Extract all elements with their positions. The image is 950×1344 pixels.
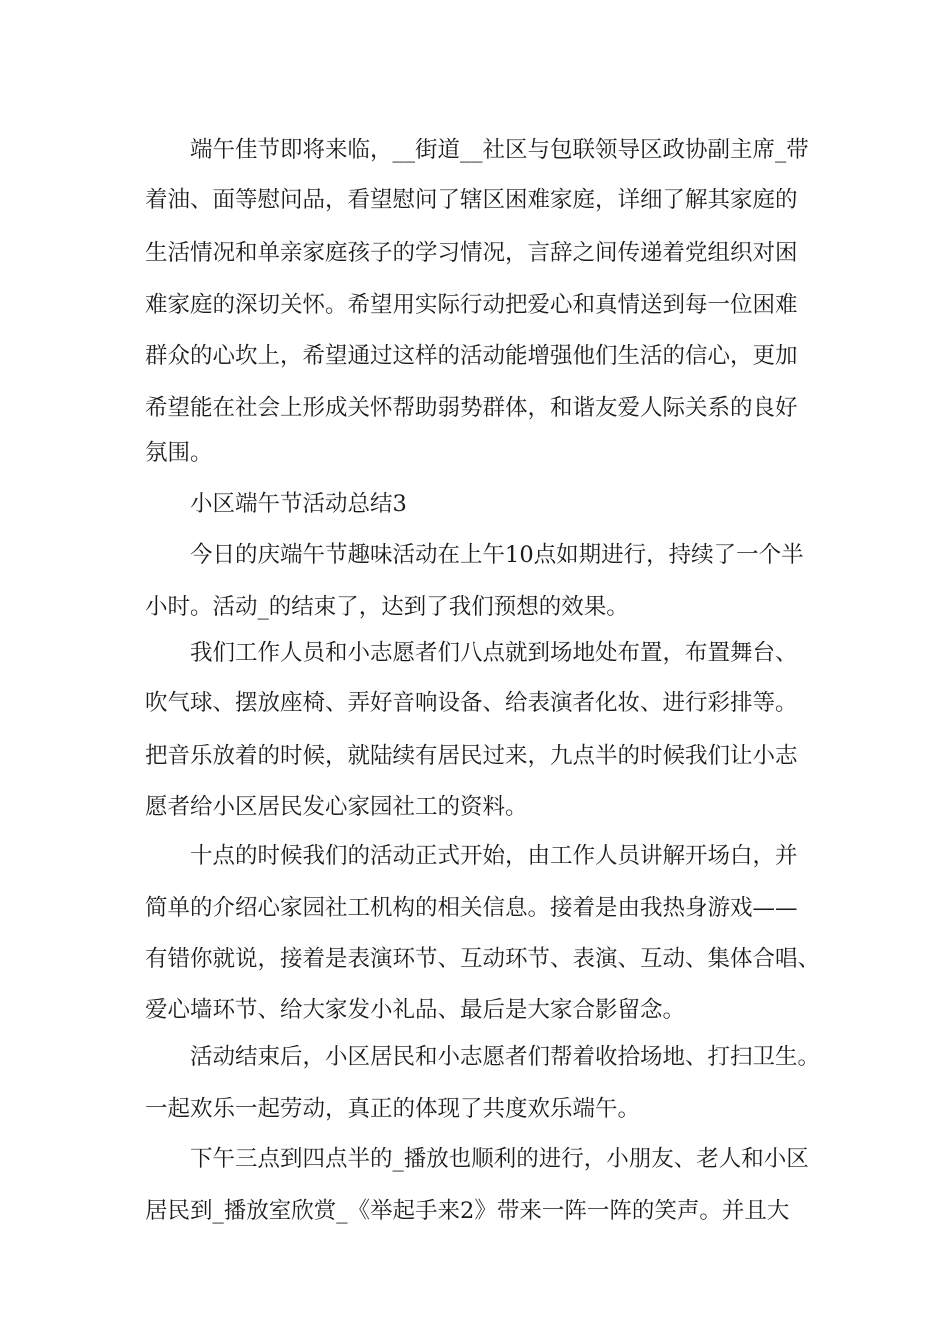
text-line: 十点的时候我们的活动正式开始，由工作人员讲解开场白，并 [190,843,798,869]
text-line: 端午佳节即将来临，__街道__社区与包联领导区政协副主席_带 [190,137,809,163]
text-line: 居民到_播放室欣赏_《举起手来2》带来一阵一阵的笑声。并且大 [145,1198,790,1224]
text-line: 生活情况和单亲家庭孩子的学习情况，言辞之间传递着党组织对困 [145,240,798,266]
text-line: 我们工作人员和小志愿者们八点就到场地处布置，布置舞台、 [190,640,798,666]
text-line: 着油、面等慰问品，看望慰问了辖区困难家庭，详细了解其家庭的 [145,187,798,213]
text-line: 下午三点到四点半的_播放也顺利的进行，小朋友、老人和小区 [190,1146,809,1172]
text-line: 小时。活动_的结束了，达到了我们预想的效果。 [145,594,629,620]
text-line: 简单的介绍心家园社工机构的相关信息。接着是由我热身游戏—— [145,895,798,921]
text-line: 难家庭的深切关怀。希望用实际行动把爱心和真情送到每一位困难 [145,292,798,318]
section-heading: 小区端午节活动总结3 [190,491,407,517]
text-line: 吹气球、摆放座椅、弄好音响设备、给表演者化妆、进行彩排等。 [145,690,798,716]
text-line: 活动结束后，小区居民和小志愿者们帮着收拾场地、打扫卫生。 [190,1044,821,1070]
text-line: 氛围。 [145,440,213,466]
text-line: 爱心墙环节、给大家发小礼品、最后是大家合影留念。 [145,997,686,1023]
text-line: 希望能在社会上形成关怀帮助弱势群体，和谐友爱人际关系的良好 [145,395,798,421]
text-line: 今日的庆端午节趣味活动在上午10点如期进行，持续了一个半 [190,542,804,568]
text-line: 有错你就说，接着是表演环节、互动环节、表演、互动、集体合唱、 [145,946,821,972]
text-line: 愿者给小区居民发心家园社工的资料。 [145,794,528,820]
text-line: 把音乐放着的时候，就陆续有居民过来，九点半的时候我们让小志 [145,743,798,769]
text-line: 群众的心坎上，希望通过这样的活动能增强他们生活的信心，更加 [145,343,798,369]
text-line: 一起欢乐一起劳动，真正的体现了共度欢乐端午。 [145,1096,641,1122]
